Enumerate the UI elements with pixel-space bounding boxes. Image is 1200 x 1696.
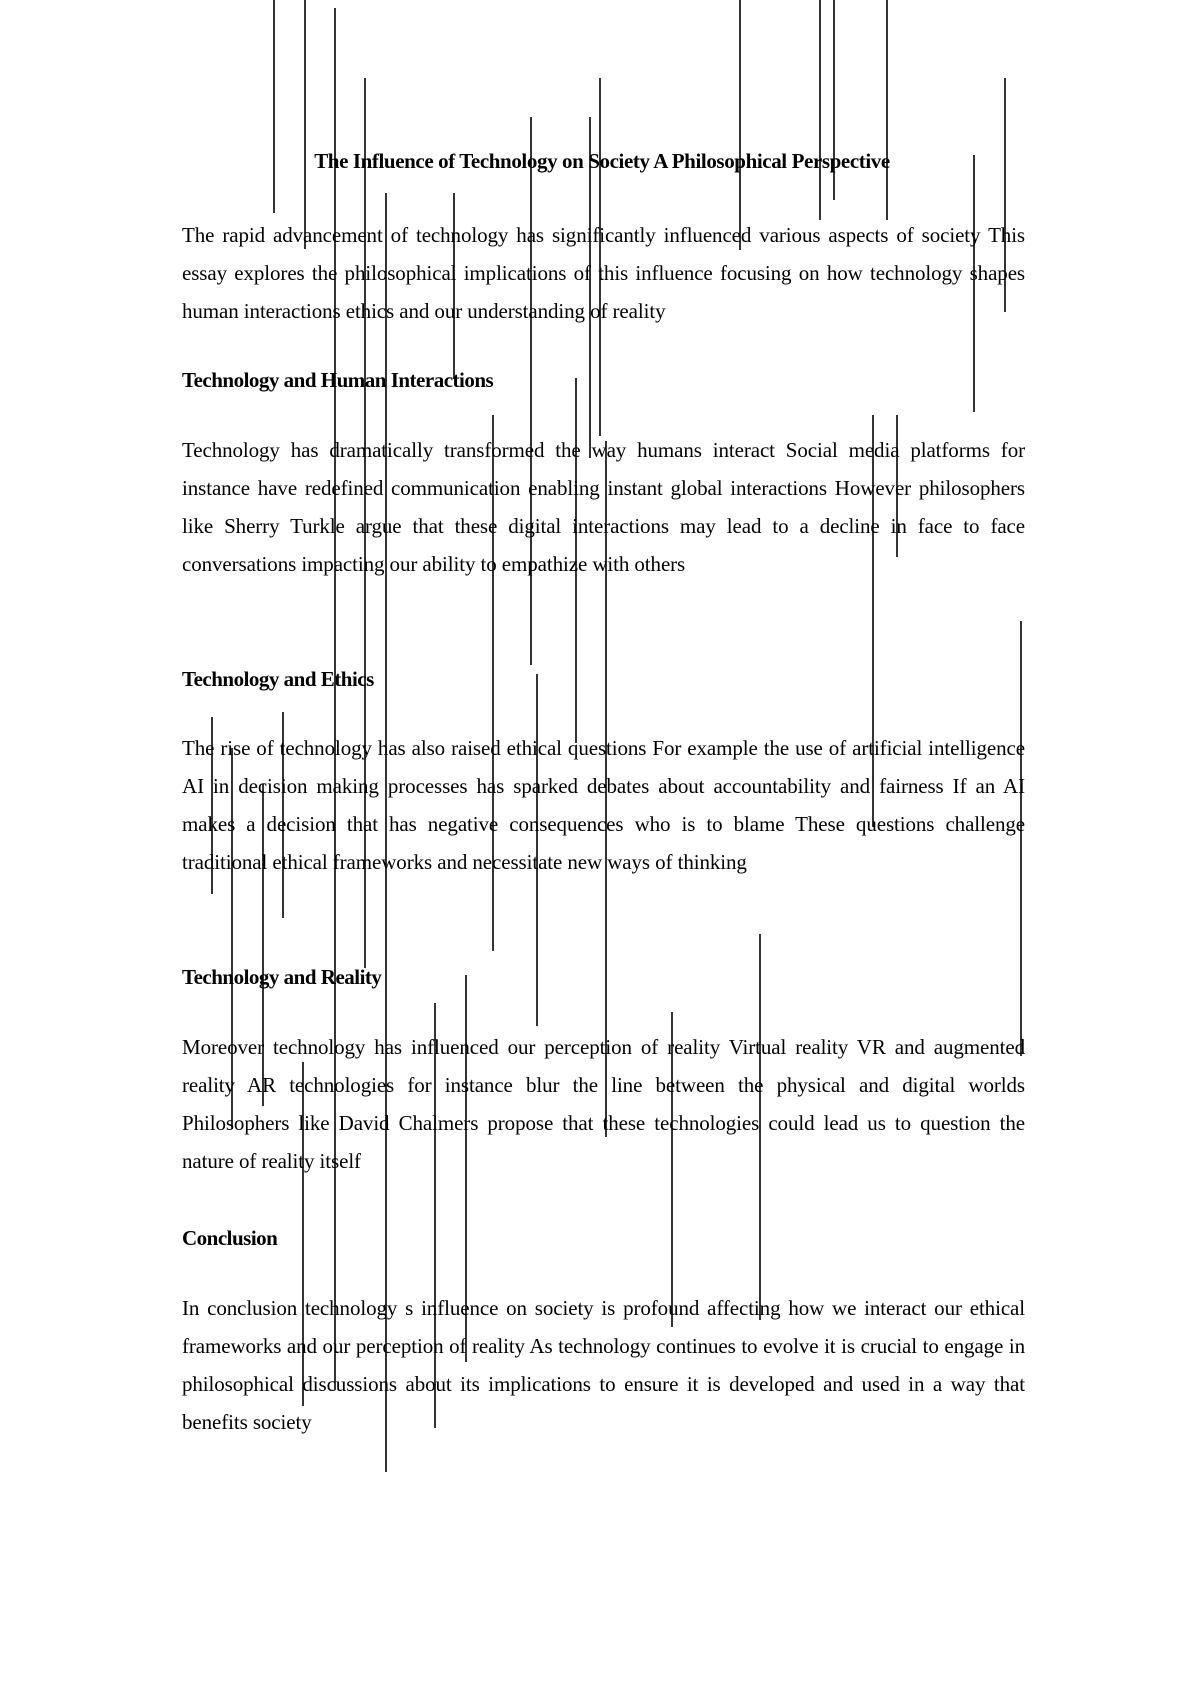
document-title: The Influence of Technology on Society A Philosophical Perspective bbox=[314, 149, 890, 173]
section-heading-reality: Technology and Reality bbox=[182, 965, 382, 989]
section-heading-human-interactions: Technology and Human Interactions bbox=[182, 368, 494, 392]
section-heading-ethics: Technology and Ethics bbox=[182, 667, 374, 691]
section-body-ethics: The rise of technology has also raised ethical questions For example the use of artificial intelligence AI in decision making processes has sparked debates about accountability and fairness If an AI makes a decision that has negative consequences who is to blame These questions challenge traditional ethical frameworks and necessitate new ways of thinking bbox=[182, 736, 1025, 874]
intro-paragraph: The rapid advancement of technology has significantly influenced various aspects of society This essay explores the philosophical implications of this influence focusing on how technology shapes human interactions ethics and our understanding of reality bbox=[182, 223, 1025, 323]
section-body-conclusion: In conclusion technology s influence on society is profound affecting how we interact our ethical frameworks and our perception of reality As technology continues to evolve it is crucial to engage in philosophical discussions about its implications to ensure it is developed and used in a way that benefits society bbox=[182, 1296, 1025, 1434]
section-heading-conclusion: Conclusion bbox=[182, 1226, 278, 1250]
section-body-reality: Moreover technology has influenced our perception of reality Virtual reality VR and augmented reality AR technologies for instance blur the line between the physical and digital worlds Philosophers like David Chalmers propose that these technologies could lead us to question the nature of reality itself bbox=[182, 1035, 1025, 1173]
section-body-human-interactions: Technology has dramatically transformed the way humans interact Social media platforms for instance have redefined communication enabling instant global interactions However philosophers like Sherry Turkle argue that these digital interactions may lead to a decline in face to face conversations impacting our ability to empathize with others bbox=[182, 438, 1025, 576]
